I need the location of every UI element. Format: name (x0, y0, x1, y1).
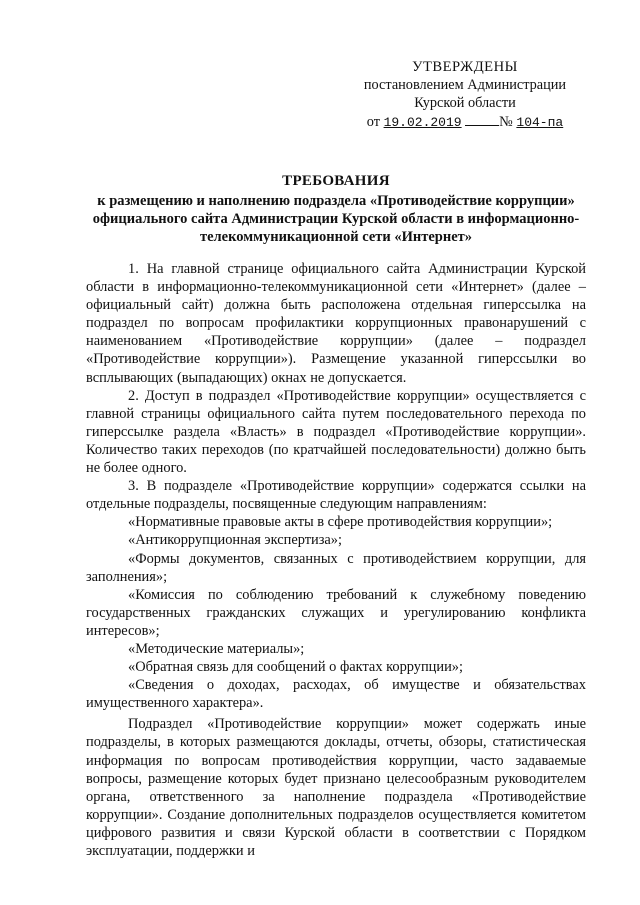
list-item: «Сведения о доходах, расходах, об имуществе и обязательствах имущественного характера». (86, 677, 586, 712)
paragraph-3: 3. В подразделе «Противодействие коррупции» содержатся ссылки на отдельные подразделы, посвященные следующим направлениям: (86, 478, 586, 513)
list-item: «Методические материалы»; (128, 640, 305, 657)
paragraph-1: 1. На главной странице официального сайта Администрации Курской области в информационно-телекоммуникационной сети «Интернет» (далее – официальный сайт) должна быть расположена отдельная гиперссылка на подраздел по вопросам профилактики коррупционных правонарушений с наименованием «Противодействие коррупции» (далее – подраздел «Противодействие коррупции»). Размещение указанной гиперссылки во всплывающих (выпадающих) окнах не допускается. (86, 261, 586, 386)
list-item: «Формы документов, связанных с противодействием коррупции, для заполнения»; (86, 550, 586, 585)
from-label: от (366, 114, 380, 130)
title-main: ТРЕБОВАНИЯ (282, 173, 390, 189)
paragraph-final: Подраздел «Противодействие коррупции» может содержать иные подразделы, в которых размещаются доклады, отчеты, обзоры, статистическая информация по вопросам противодействия коррупции, часто задаваемые вопросы, размещение которых будет признано целесообразным руководителем органа, ответственного за наполнение подраздела «Противодействие коррупции». Создание дополнительных подразделов осуществляется комитетом цифрового развития и связи Курской области в соответствии с Порядком эксплуатации, поддержки и (86, 716, 586, 859)
approval-line-2: Курской области (414, 95, 516, 111)
list-item: «Нормативные правовые акты в сфере противодействия коррупции»; (128, 514, 553, 531)
approval-number: 104-па (516, 115, 564, 130)
approval-line-1: постановлением Администрации (363, 77, 567, 93)
number-label: № (499, 114, 513, 130)
date-underline-gap (465, 124, 499, 126)
approval-date-number-line (340, 113, 590, 132)
document-body (86, 260, 586, 860)
approval-heading: УТВЕРЖДЕНЫ (412, 59, 518, 75)
list-item: «Антикоррупционная экспертиза»; (128, 532, 342, 549)
title-subtitle: к размещению и наполнению подраздела «Противодействие коррупции» официального сайта Администрации Курской области в информационно-телекоммуникационной сети «Интернет» (92, 193, 580, 245)
list-item: «Комиссия по соблюдению требований к служебному поведению государственных гражданских служащих и урегулированию конфликта интересов»; (86, 586, 586, 639)
approval-block (340, 58, 590, 132)
paragraph-2: 2. Доступ в подраздел «Противодействие коррупции» осуществляется с главной страницы официального сайта путем последовательного перехода по гиперссылке раздела «Власть» в подраздел «Противодействие коррупции». Количество таких переходов (по кратчайшей последовательности) должно быть не более одного. (86, 387, 586, 477)
list-item: «Обратная связь для сообщений о фактах коррупции»; (128, 659, 463, 676)
approval-date: 19.02.2019 (383, 115, 462, 130)
document-title (86, 172, 586, 246)
